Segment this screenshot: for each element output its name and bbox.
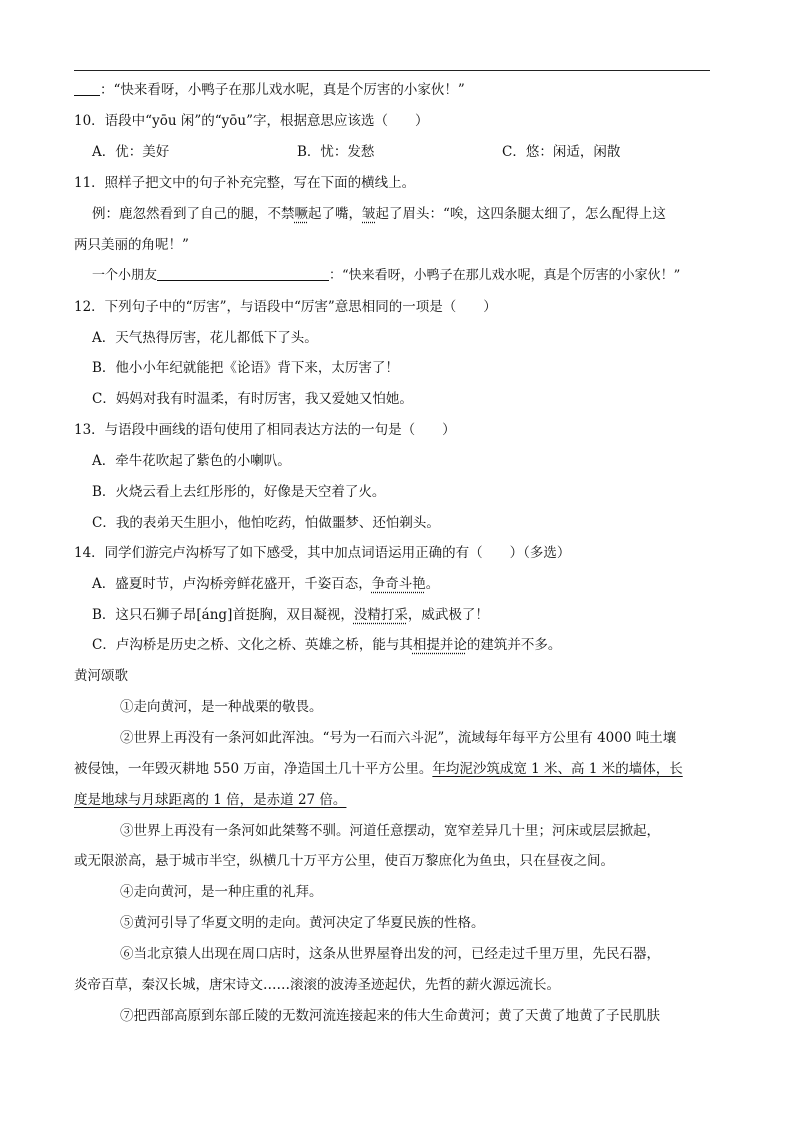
passage-text: 被侵蚀，一年毁灭耕地 550 万亩，净造国土几十平方公里。 [74, 761, 433, 777]
q11-fill-line [92, 266, 680, 286]
fill-blank[interactable] [157, 266, 329, 281]
passage-paragraph-6-line-2: 炎帝百草，秦汉长城，唐宋诗文……滚滚的波涛圣迹起伏，先哲的薪火源远流长。 [74, 977, 560, 993]
q10-option-a[interactable]: A．优：美好 [92, 144, 170, 160]
passage-paragraph-7-line-1: ⑦把西部高原到东部丘陵的无数河流连接起来的伟大生命黄河；黄了天黄了地黄了子民肌肤 [120, 1008, 660, 1024]
passage-title: 黄河颂歌 [74, 668, 128, 684]
passage-paragraph-3-line-1: ③世界上再没有一条河如此桀骜不驯。河道任意摆动，宽窄差异几十里；河床或层层掀起， [120, 823, 660, 839]
dotted-word: 没精打采 [353, 607, 408, 623]
q12-stem: 12．下列句子中的“厉害”，与语段中“厉害”意思相同的一项是（ ） [74, 299, 497, 315]
fill-suffix: ：“快来看呀，小鸭子在那儿戏水呢，真是个厉害的小家伙！” [329, 268, 681, 283]
dotted-word: 皱 [362, 206, 376, 222]
q13-stem: 13．与语段中画线的语句使用了相同表达方法的一句是（ ） [74, 422, 456, 438]
dotted-word: 相提并论 [412, 637, 467, 653]
answer-blank[interactable] [74, 81, 100, 96]
q10-stem: 10．语段中“yōu 闲”的“yōu”字，根据意思应该选（ ） [74, 113, 429, 129]
q13-option-c[interactable]: C．我的表弟天生胆小，他怕吃药，怕做噩梦、还怕剃头。 [92, 515, 440, 531]
passage-paragraph-3-line-2: 或无限淤高，悬于城市半空，纵横几十万平方公里，使百万黎庶化为鱼虫，只在昼夜之间。 [74, 853, 614, 869]
q14-option-a[interactable] [92, 574, 439, 594]
option-text: C．卢沟桥是历史之桥、文化之桥、英雄之桥，能与其 [92, 637, 413, 653]
q11-example-line [92, 204, 666, 224]
passage-paragraph-1: ①走向黄河，是一种战栗的敬畏。 [120, 699, 323, 715]
q11-example-line-2: 两只美丽的角呢！” [74, 237, 189, 253]
dotted-word: 噘 [294, 206, 308, 222]
q10-options [92, 142, 620, 162]
option-text: ，威武极了！ [407, 607, 489, 623]
option-text: 的建筑并不多。 [466, 637, 562, 653]
q13-option-b[interactable]: B．火烧云看上去红彤彤的，好像是天空着了火。 [92, 484, 386, 500]
q12-option-a[interactable]: A．天气热得厉害，花儿都低下了头。 [92, 330, 318, 346]
option-text: 。 [425, 576, 440, 592]
fill-prefix: 一个小朋友 [92, 268, 158, 283]
q14-option-c[interactable] [92, 635, 561, 655]
q13-option-a[interactable]: A．牵牛花吹起了紫色的小喇叭。 [92, 453, 291, 469]
header-rule [74, 70, 710, 71]
passage-paragraph-4: ④走向黄河，是一种庄重的礼拜。 [120, 884, 323, 900]
q12-option-c[interactable]: C．妈妈对我有时温柔，有时厉害，我又爱她又怕她。 [92, 391, 413, 407]
dotted-word: 争奇斗艳 [371, 576, 426, 592]
passage-paragraph-2-line-2 [74, 759, 683, 779]
q10-option-c[interactable]: C．悠：闲适，闲散 [502, 144, 621, 160]
q14-stem: 14．同学们游完卢沟桥写了如下感受，其中加点词语运用正确的有（ ）（多选） [74, 545, 571, 561]
underlined-sentence: 度是地球与月球距离的 1 倍，是赤道 27 倍。 [74, 792, 347, 808]
option-text: B．这只石狮子昂[áng]首挺胸，双目凝视， [92, 607, 354, 623]
q10-option-b[interactable]: B．忧：发愁 [297, 144, 375, 160]
example-text: 例：鹿忽然看到了自己的腿，不禁 [92, 206, 295, 222]
q9-answer-line [74, 80, 465, 100]
passage-paragraph-6-line-1: ⑥当北京猿人出现在周口店时，这条从世界屋脊出发的河，已经走过千里万里，先民石器， [120, 946, 660, 962]
passage-paragraph-2-line-3 [74, 790, 346, 810]
option-text: A．盛夏时节，卢沟桥旁鲜花盛开，千姿百态， [92, 576, 372, 592]
passage-paragraph-2-line-1: ②世界上再没有一条河如此浑浊。“号为一石而六斗泥”，流域每年每平方公里有 4000 吨土壤 [120, 730, 677, 746]
q14-option-b[interactable] [92, 605, 489, 625]
passage-paragraph-5: ⑤黄河引导了华夏文明的走向。黄河决定了华夏民族的性格。 [120, 915, 485, 931]
example-text: 起了嘴， [308, 206, 362, 222]
q11-stem: 11．照样子把文中的句子补充完整，写在下面的横线上。 [74, 175, 416, 191]
q12-option-b[interactable]: B．他小小年纪就能把《论语》背下来，太厉害了！ [92, 360, 399, 376]
example-text: 起了眉头：“唉，这四条腿太细了，怎么配得上这 [375, 206, 666, 222]
q9-tail-text: ：“快来看呀，小鸭子在那儿戏水呢，真是个厉害的小家伙！” [100, 82, 465, 98]
underlined-sentence: 年均泥沙筑成宽 1 米、高 1 米的墙体，长 [432, 761, 683, 777]
